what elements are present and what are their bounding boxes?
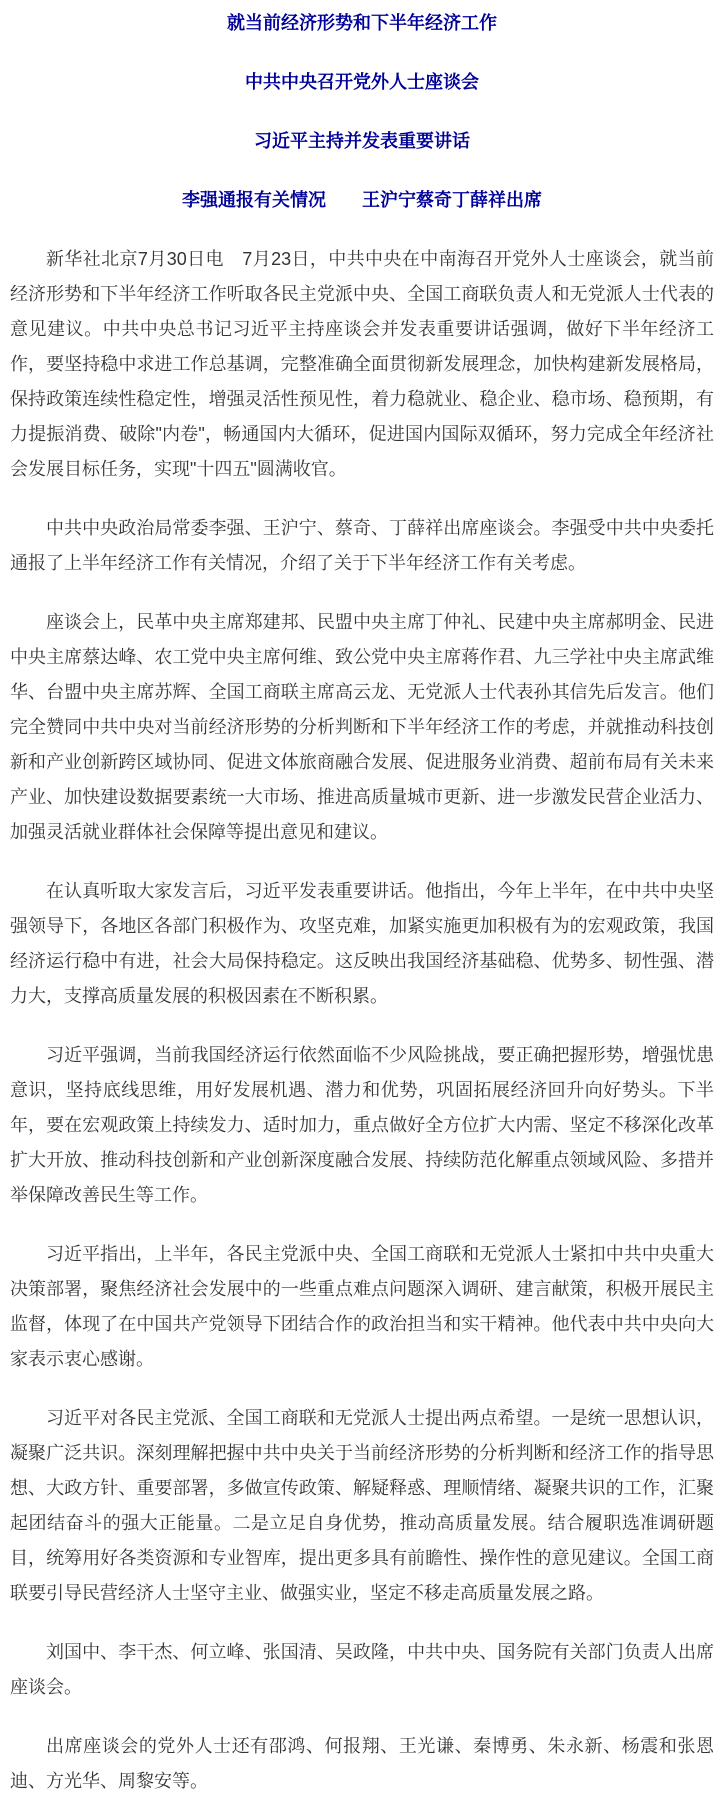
- article-paragraph-5: 习近平强调，当前我国经济运行依然面临不少风险挑战，要正确把握形势，增强忧患意识，坚持底线思维，用好发展机遇、潜力和优势，巩固拓展经济回升向好势头。下半年，要在宏观政策上持续发力、适时加力，重点做好全方位扩大内需、坚定不移深化改革扩大开放、推动科技创新和产业创新深度融合发展、持续防范化解重点领域风险、多措并举保障改善民生等工作。: [10, 1045, 714, 1205]
- headline-line-1: 就当前经济形势和下半年经济工作: [227, 13, 497, 33]
- article-paragraph-9: 出席座谈会的党外人士还有邵鸿、何报翔、王光谦、秦博勇、朱永新、杨震和张恩迪、方光华、周黎安等。: [10, 1736, 714, 1791]
- headline-line-4: 李强通报有关情况 王沪宁蔡奇丁薛祥出席: [182, 190, 542, 210]
- article-paragraph-1: 新华社北京7月30日电 7月23日，中共中央在中南海召开党外人士座谈会，就当前经济形势和下半年经济工作听取各民主党派中央、全国工商联负责人和无党派人士代表的意见建议。中共中央总书记习近平主持座谈会并发表重要讲话强调，做好下半年经济工作，要坚持稳中求进工作总基调，完整准确全面贯彻新发展理念，加快构建新发展格局，保持政策连续性稳定性，增强灵活性预见性，着力稳就业、稳企业、稳市场、稳预期，有力提振消费、破除"内卷"，畅通国内大循环，促进国内国际双循环，努力完成全年经济社会发展目标任务，实现"十四五"圆满收官。: [10, 249, 714, 479]
- article-paragraph-8: 刘国中、李干杰、何立峰、张国清、吴政隆，中共中央、国务院有关部门负责人出席座谈会。: [10, 1642, 714, 1697]
- article-paragraph-3: 座谈会上，民革中央主席郑建邦、民盟中央主席丁仲礼、民建中央主席郝明金、民进中央主席蔡达峰、农工党中央主席何维、致公党中央主席蒋作君、九三学社中央主席武维华、台盟中央主席苏辉、全国工商联主席高云龙、无党派人士代表孙其信先后发言。他们完全赞同中共中央对当前经济形势的分析判断和下半年经济工作的考虑，并就推动科技创新和产业创新跨区域协同、促进文体旅商融合发展、促进服务业消费、超前布局有关未来产业、加快建设数据要素统一大市场、推进高质量城市更新、进一步激发民营企业活力、加强灵活就业群体社会保障等提出意见和建议。: [10, 612, 714, 842]
- headline-line-2: 中共中央召开党外人士座谈会: [245, 72, 479, 92]
- article-paragraph-7: 习近平对各民主党派、全国工商联和无党派人士提出两点希望。一是统一思想认识，凝聚广泛共识。深刻理解把握中共中央关于当前经济形势的分析判断和经济工作的指导思想、大政方针、重要部署，多做宣传政策、解疑释惑、理顺情绪、凝聚共识的工作，汇聚起团结奋斗的强大正能量。二是立足自身优势，推动高质量发展。结合履职选准调研题目，统筹用好各类资源和专业智库，提出更多具有前瞻性、操作性的意见建议。全国工商联要引导民营经济人士坚守主业、做强实业，坚定不移走高质量发展之路。: [10, 1408, 714, 1603]
- article-paragraph-4: 在认真听取大家发言后，习近平发表重要讲话。他指出，今年上半年，在中共中央坚强领导下，各地区各部门积极作为、攻坚克难，加紧实施更加积极有为的宏观政策，我国经济运行稳中有进，社会大局保持稳定。这反映出我国经济基础稳、优势多、韧性强、潜力大，支撑高质量发展的积极因素在不断积累。: [10, 881, 714, 1006]
- article-paragraph-6: 习近平指出，上半年，各民主党派中央、全国工商联和无党派人士紧扣中共中央重大决策部署，聚焦经济社会发展中的一些重点难点问题深入调研、建言献策，积极开展民主监督，体现了在中国共产党领导下团结合作的政治担当和实干精神。他代表中共中央向大家表示衷心感谢。: [10, 1244, 714, 1369]
- headline-line-3: 习近平主持并发表重要讲话: [254, 131, 470, 151]
- article-paragraph-2: 中共中央政治局常委李强、王沪宁、蔡奇、丁薛祥出席座谈会。李强受中共中央委托通报了上半年经济工作有关情况，介绍了关于下半年经济工作有关考虑。: [10, 518, 714, 573]
